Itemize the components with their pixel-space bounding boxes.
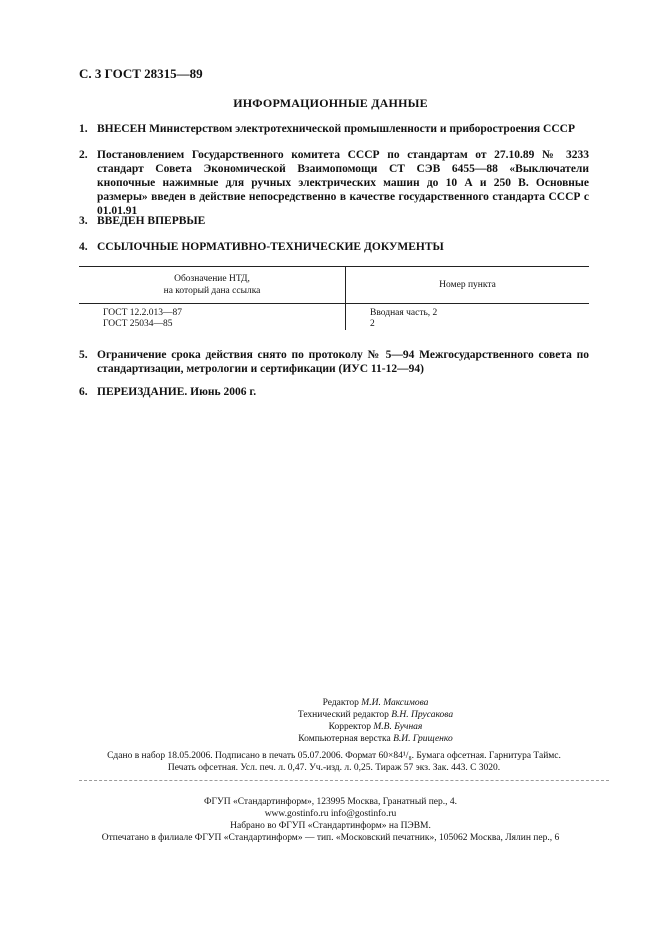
publishing-line: Сдано в набор 18.05.2006. Подписано в печать 05.07.2006. Формат 60×84¹/₈. Бумага офсетная. Гарнитура Таймс.: [107, 751, 561, 761]
credit-label: Редактор: [322, 698, 359, 708]
info-item-5: [79, 348, 589, 376]
footer-line: www.gostinfo.ru info@gostinfo.ru: [264, 809, 397, 819]
item-number: 6.: [79, 386, 88, 398]
item-number: 3.: [79, 215, 88, 227]
divider: [79, 780, 609, 781]
info-item-1: [79, 122, 589, 136]
credit-name: В.Н. Прусакова: [391, 710, 454, 720]
reference-documents-table: [79, 266, 589, 330]
credit-label: Технический редактор: [297, 710, 389, 720]
publishing-details: [79, 750, 589, 774]
credit-name: М.В. Бучная: [373, 722, 423, 732]
item-text: ВВЕДЕН ВПЕРВЫЕ: [97, 215, 206, 227]
editorial-credits: [0, 697, 661, 745]
item-number: 1.: [79, 123, 88, 135]
footer-line: Отпечатано в филиале ФГУП «Стандартинформ» — тип. «Московский печатник», 105062 Москва, Лялин пер., 6: [101, 833, 560, 843]
info-item-3: [79, 214, 589, 228]
credit-name: М.И. Максимова: [361, 698, 429, 708]
info-item-2: [79, 148, 589, 218]
header-line: Обозначение НТД,: [174, 274, 250, 284]
item-text: ПЕРЕИЗДАНИЕ. Июнь 2006 г.: [97, 386, 257, 398]
item-text: ВНЕСЕН Министерством электротехнической промышленности и приборостроения СССР: [97, 123, 575, 135]
item-number: 2.: [79, 149, 88, 161]
table-row: [79, 304, 589, 320]
credit-layout: [0, 733, 661, 745]
credit-label: Компьютерная верстка: [298, 734, 391, 744]
credit-editor: [0, 697, 661, 709]
publisher-footer: [0, 796, 661, 844]
document-cell: ГОСТ 12.2.013—87: [79, 304, 346, 320]
info-item-6: [79, 385, 589, 399]
page-header: С. 3 ГОСТ 28315—89: [79, 66, 203, 81]
table-header-row: [79, 267, 589, 304]
publishing-line: Печать офсетная. Усл. печ. л. 0,47. Уч.-изд. л. 0,25. Тираж 57 экз. Зак. 443. С 3020.: [167, 763, 501, 773]
clause-cell: Вводная часть, 2: [370, 308, 438, 318]
item-number: 4.: [79, 241, 88, 253]
footer-line: ФГУП «Стандартинформ», 123995 Москва, Гранатный пер., 4.: [203, 797, 458, 807]
credit-name: В.И. Грищенко: [393, 734, 453, 744]
credit-corrector: [0, 721, 661, 733]
credit-tech-editor: [0, 709, 661, 721]
credit-label: Корректор: [328, 722, 371, 732]
section-title: ИНФОРМАЦИОННЫЕ ДАННЫЕ: [233, 96, 428, 110]
item-number: 5.: [79, 349, 88, 361]
column-header-clause: Номер пункта: [346, 267, 590, 304]
item-text: Ограничение срока действия снято по протоколу № 5—94 Межгосударственного совета по стандартизации, метрологии и сертификации (ИУС 11-12—94): [97, 349, 589, 375]
column-header-document: [79, 267, 346, 304]
item-text: Постановлением Государственного комитета СССР по стандартам от 27.10.89 № 3233 стандарт Совета Экономической Взаимопомощи СТ СЭВ 6455—88 «Выключатели кнопочные нажимные для ручных электрических машин до 10 А и 250 В. Основные размеры» введен в действие непосредственно в качестве государственного стандарта СССР с 01.01.91: [97, 149, 589, 217]
document-cell: ГОСТ 25034—85: [79, 319, 346, 330]
clause-cell: 2: [370, 319, 375, 329]
header-line: на который дана ссылка: [163, 286, 261, 296]
item-text: ССЫЛОЧНЫЕ НОРМАТИВНО-ТЕХНИЧЕСКИЕ ДОКУМЕНТЫ: [97, 241, 444, 253]
table-row: [79, 319, 589, 330]
info-item-4: [79, 240, 589, 254]
footer-line: Набрано во ФГУП «Стандартинформ» на ПЭВМ.: [230, 821, 431, 831]
